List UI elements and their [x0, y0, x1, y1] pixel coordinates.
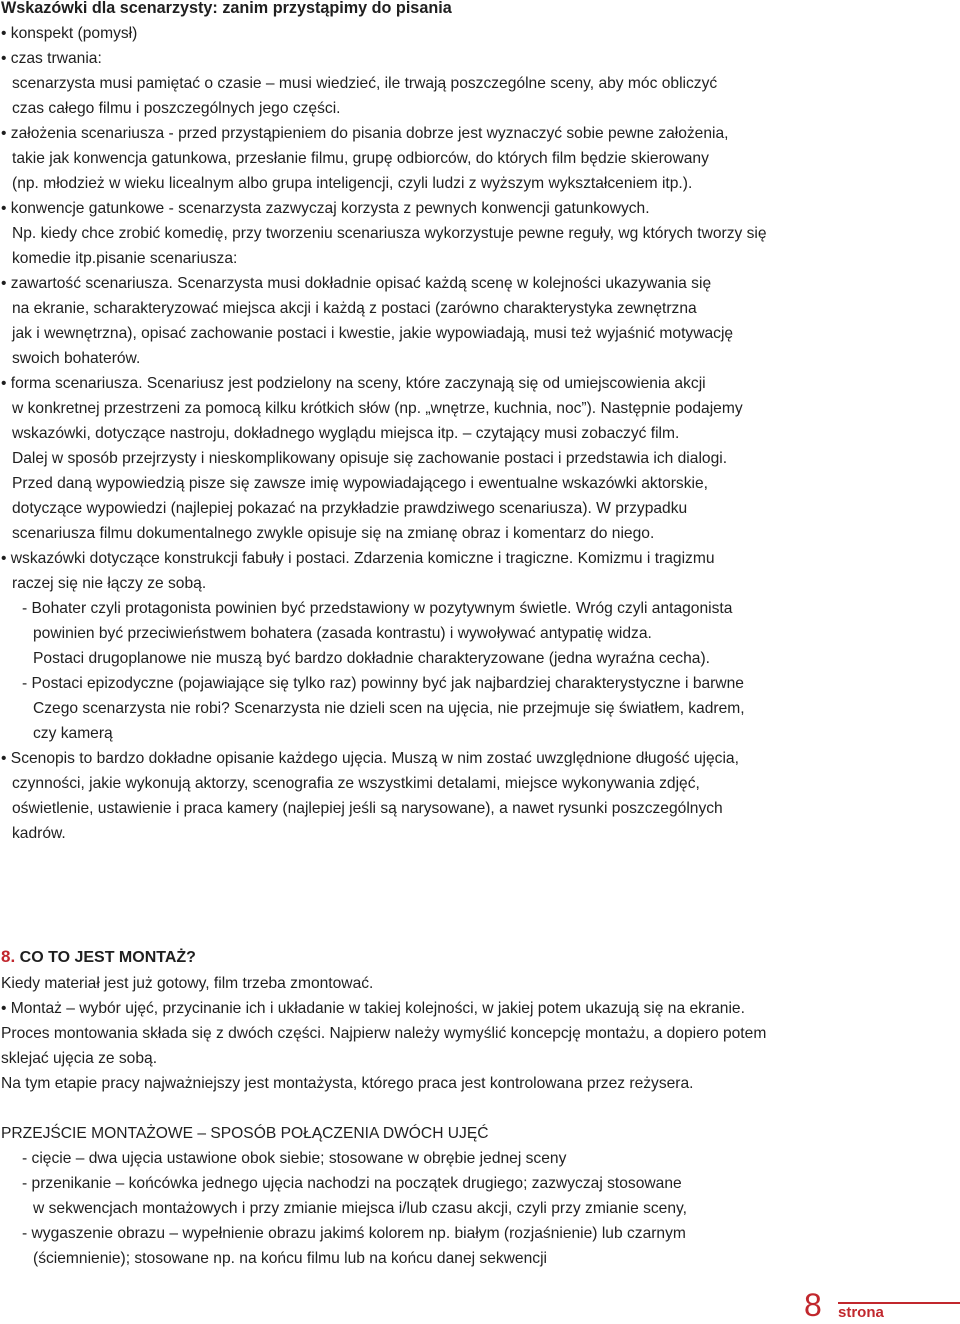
text-line: Proces montowania składa się z dwóch części. Najpierw należy wymyślić koncepcję montażu, a dopiero potem [1, 1025, 767, 1042]
text-line: takie jak konwencja gatunkowa, przesłanie filmu, grupę odbiorców, do których film będzie skierowany [12, 150, 709, 167]
text-line: • Scenopis to bardzo dokładne opisanie każdego ujęcia. Muszą w nim zostać uwzględnione długość ujęcia, [1, 750, 739, 767]
text-line: czy kamerą [33, 725, 113, 742]
section-title: CO TO JEST MONTAŻ? [19, 949, 196, 966]
text-line: Dalej w sposób przejrzysty i nieskomplikowany opisuje się zachowanie postaci i przedstawia ich dialogi. [12, 450, 728, 467]
text-line: scenariusza filmu dokumentalnego zwykle opisuje się na zmianę obraz i komentarz do niego. [12, 525, 655, 542]
section-number: 8. [1, 947, 16, 966]
text-line: • czas trwania: [1, 50, 102, 67]
text-line: - cięcie – dwa ujęcia ustawione obok siebie; stosowane w obrębie jednej sceny [22, 1150, 567, 1167]
text-line: • konspekt (pomysł) [1, 25, 138, 42]
text-line: dotyczące wypowiedzi (najlepiej pokazać na przykładzie prawdziwego scenariusza). W przypadku [12, 500, 688, 517]
text-line: Na tym etapie pracy najważniejszy jest montażysta, którego praca jest kontrolowana przez reżysera. [1, 1075, 694, 1092]
text-line: • zawartość scenariusza. Scenarzysta musi dokładnie opisać każdą scenę w kolejności ukazywania się [1, 275, 712, 292]
text-line: jak i wewnętrzna), opisać zachowanie postaci i kwestie, jakie wypowiadają, musi też wyjaśnić motywację [12, 325, 734, 342]
section-heading [1, 944, 196, 969]
text-line: Czego scenarzysta nie robi? Scenarzysta nie dzieli scen na ujęcia, nie przejmuje się światłem, kadrem, [33, 700, 745, 717]
text-line: na ekranie, scharakteryzować miejsca akcji i każdą z postaci (zarówno charakterystyka zewnętrzna [12, 300, 697, 317]
page-title: Wskazówki dla scenarzysty: zanim przystąpimy do pisania [1, 0, 452, 17]
text-line: Kiedy materiał jest już gotowy, film trzeba zmontować. [1, 975, 374, 992]
text-line: raczej się nie łączy ze sobą. [12, 575, 207, 592]
text-line: • wskazówki dotyczące konstrukcji fabuły i postaci. Zdarzenia komiczne i tragiczne. Komizmu i tragizmu [1, 550, 715, 567]
text-line: scenarzysta musi pamiętać o czasie – musi wiedzieć, ile trwają poszczególne sceny, aby móc obliczyć [12, 75, 718, 92]
text-line: powinien być przeciwieństwem bohatera (zasada kontrastu) i wywoływać antypatię widza. [33, 625, 652, 642]
text-line: - Bohater czyli protagonista powinien być przedstawiony w pozytywnym świetle. Wróg czyli antagonista [22, 600, 733, 617]
footer-page-number: 8 [804, 1287, 822, 1323]
text-line: • Montaż – wybór ujęć, przycinanie ich i układanie w takiej kolejności, w jakiej potem ukazują się na ekranie. [1, 1000, 745, 1017]
text-line: - wygaszenie obrazu – wypełnienie obrazu jakimś kolorem np. białym (rozjaśnienie) lub czarnym [22, 1225, 686, 1242]
footer-page-label: strona [838, 1304, 884, 1321]
text-line: - przenikanie – końcówka jednego ujęcia nachodzi na początek drugiego; zazwyczaj stosowane [22, 1175, 682, 1192]
text-line: • założenia scenariusza - przed przystąpieniem do pisania dobrze jest wyznaczyć sobie pewne założenia, [1, 125, 729, 142]
transitions-title: PRZEJŚCIE MONTAŻOWE – SPOSÓB POŁĄCZENIA DWÓCH UJĘĆ [1, 1125, 489, 1142]
text-line: w konkretnej przestrzeni za pomocą kilku krótkich słów (np. „wnętrze, kuchnia, noc”). Następnie podajemy [12, 400, 743, 417]
text-line: (ściemnienie); stosowane np. na końcu filmu lub na końcu danej sekwencji [33, 1250, 548, 1267]
text-line: • forma scenariusza. Scenariusz jest podzielony na sceny, które zaczynają się od umiejscowienia akcji [1, 375, 706, 392]
text-line: w sekwencjach montażowych i przy zmianie miejsca i/lub czasu akcji, czyli przy zmianie sceny, [33, 1200, 688, 1217]
text-line: czynności, jakie wykonują aktorzy, scenografia ze wszystkimi detalami, miejsce wykonywania zdjęć, [12, 775, 700, 792]
text-line: sklejać ujęcia ze sobą. [1, 1050, 158, 1067]
text-line: Postaci drugoplanowe nie muszą być bardzo dokładnie charakteryzowane (jedna wyraźna cecha). [33, 650, 710, 667]
text-line: - Postaci epizodyczne (pojawiające się tylko raz) powinny być jak najbardziej charakterystyczne i barwne [22, 675, 744, 692]
text-line: komedie itp.pisanie scenariusza: [12, 250, 238, 267]
text-line: Np. kiedy chce zrobić komedię, przy tworzeniu scenariusza wykorzystuje pewne reguły, wg których tworzy się [12, 225, 767, 242]
text-line: czas całego filmu i poszczególnych jego części. [12, 100, 341, 117]
text-line: Przed daną wypowiedzią pisze się zawsze imię wypowiadającego i ewentualne wskazówki aktorskie, [12, 475, 708, 492]
text-line: (np. młodzież w wieku licealnym albo grupa inteligencji, czyli ludzi z wyższym wykształceniem itp.). [12, 175, 693, 192]
text-line: swoich bohaterów. [12, 350, 141, 367]
text-line: • konwencje gatunkowe - scenarzysta zazwyczaj korzysta z pewnych konwencji gatunkowych. [1, 200, 650, 217]
text-line: wskazówki, dotyczące nastroju, dokładnego wyglądu miejsca itp. – czytający musi zobaczyć film. [12, 425, 680, 442]
text-line: kadrów. [12, 825, 66, 842]
text-line: oświetlenie, ustawienie i praca kamery (najlepiej jeśli są narysowane), a nawet rysunki poszczególnych [12, 800, 723, 817]
